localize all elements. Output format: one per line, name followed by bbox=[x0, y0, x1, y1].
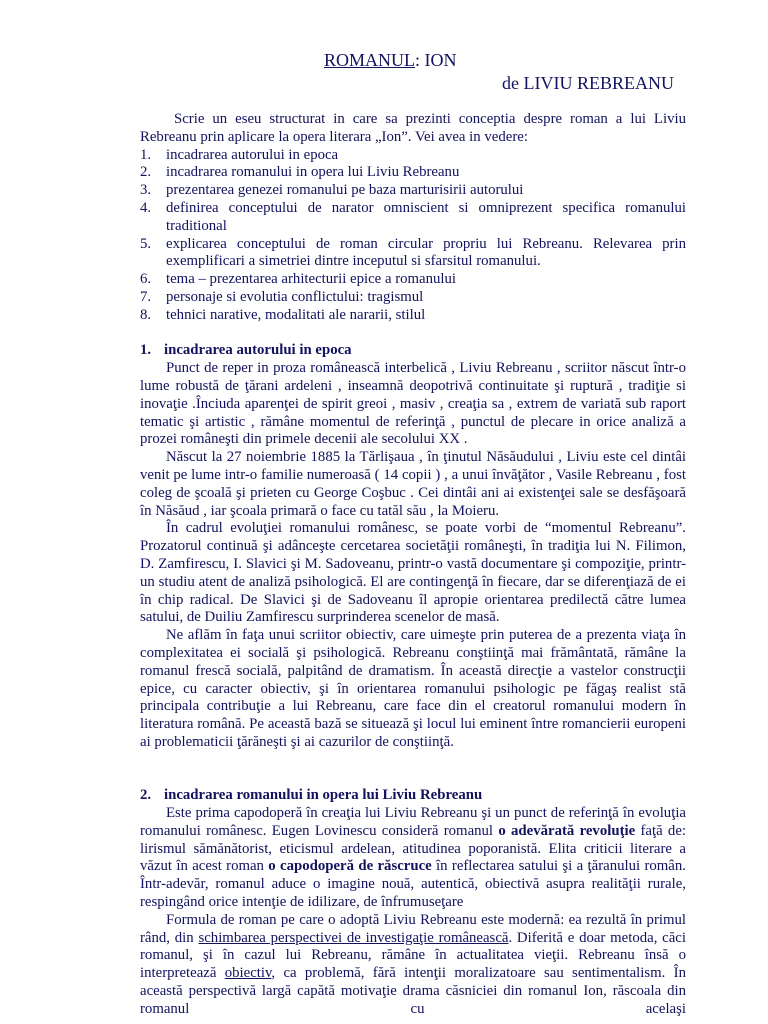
text-run: Născut la 27 noiembrie 1885 la Tărlişaua , în ţinutul Năsăudului , Liviu este cel dintâi venit pe lume intr-o familie numeroasă ( 14 copii ) , a unui învăţător , Vasile Rebreanu , fost coleg de şcoală şi prieten cu George Coşbuc . Cei dintâi ani ai existenţei sale se desfăşoară în Năsăud , iar şcoala primară o face cu tatăl său , la Moieru. bbox=[140, 449, 686, 519]
requirement-item bbox=[140, 307, 686, 325]
paragraph bbox=[140, 805, 686, 912]
section-title: incadrarea romanului in opera lui Liviu Rebreanu bbox=[164, 787, 483, 804]
requirement-text: incadrarea autorului in epoca bbox=[166, 146, 339, 163]
section-number: 1. bbox=[140, 342, 152, 359]
title-rest: : ION bbox=[415, 50, 457, 70]
requirements-list bbox=[140, 147, 686, 325]
requirement-text: tehnici narative, modalitati ale nararii, stilul bbox=[166, 306, 426, 323]
text-run: Punct de reper in proza românească interbelică , Liviu Rebreanu , scriitor născut într-o lume robustă de ţărani ardeleni , inseamnă deopotrivă continuitate şi ruptură , tradiţie si inovaţie .Înciuda aparenţei de spirit greoi , masiv , creaţia sa , extrem de variată sub raport tematic şi artistic , rămâne momentul de referinţă , punctul de plecare in orice analiză a prozei româneşti din primele decenii ale secolului XX . bbox=[140, 360, 686, 448]
requirement-text: definirea conceptului de narator omniscient si omniprezent specifica romanului traditional bbox=[166, 199, 686, 234]
text-run: în reflectarea satului şi a ţăranului român. Într-adevăr, romanul aduce o imagine nouă, autentică, obiectivă asupra realităţii rurale, respingând orice intenţie de idilizare, de înfrumuseţare bbox=[140, 858, 686, 911]
requirement-item bbox=[140, 200, 686, 236]
requirement-item bbox=[140, 236, 686, 272]
paragraph bbox=[140, 360, 686, 449]
paragraph bbox=[140, 627, 686, 752]
text-run: , ca problemă, fără intenţii moralizatoare sau sentimentalism. În această perspectivă largă capătă motivaţie drama căsniciei din romanul Ion, răscoala din romanul cu acelaşi bbox=[140, 965, 686, 1017]
paragraph bbox=[140, 520, 686, 627]
underlined-phrase: schimbarea perspectivei de investigaţie românească bbox=[198, 929, 509, 946]
paragraph bbox=[140, 449, 686, 520]
requirement-number: 5. bbox=[140, 235, 152, 252]
section-number: 2. bbox=[140, 787, 152, 804]
section-title: incadrarea autorului in epoca bbox=[164, 342, 352, 359]
author-line: de LIVIU REBREANU bbox=[502, 73, 674, 93]
requirement-number: 6. bbox=[140, 271, 152, 288]
document-title bbox=[324, 49, 457, 71]
paragraph bbox=[140, 912, 686, 1019]
requirement-number: 7. bbox=[140, 288, 152, 305]
text-run: Este prima capodoperă în creaţia lui Liviu Rebreanu şi un punct de referinţă în evoluţia romanului românesc. Eugen Lovinescu consideră romanul bbox=[140, 805, 686, 839]
title-underlined: ROMANUL bbox=[324, 50, 416, 70]
requirement-item bbox=[140, 147, 686, 165]
requirement-number: 3. bbox=[140, 182, 152, 199]
requirement-number: 1. bbox=[140, 146, 152, 163]
requirement-text: personaje si evolutia conflictului: tragismul bbox=[166, 288, 424, 305]
requirement-number: 2. bbox=[140, 164, 152, 181]
bold-phrase: o adevărată revoluţie bbox=[498, 822, 636, 839]
underlined-phrase: obiectiv bbox=[224, 965, 272, 982]
requirement-number: 4. bbox=[140, 199, 152, 216]
requirement-item bbox=[140, 164, 686, 182]
text-run: faţă de: lirismul sămănătorist, eticismul ardelean, atitudinea poporanistă. Elita criticii literare a văzut în acest roman bbox=[140, 822, 686, 875]
bold-phrase: o capodoperă de răscruce bbox=[268, 858, 432, 875]
assignment-prompt: Scrie un eseu structurat in care sa prezinti conceptia despre roman a lui Liviu Rebreanu prin aplicare la opera literara „Ion”. Vei avea in vedere: bbox=[140, 111, 686, 145]
section-heading bbox=[140, 787, 686, 805]
requirement-item bbox=[140, 271, 686, 289]
requirement-text: tema – prezentarea arhitecturii epice a romanului bbox=[166, 271, 457, 288]
text-run: Ne aflăm în faţa unui scriitor obiectiv, care uimeşte prin puterea de a prezenta viaţa în complexitatea ei socială şi psihologică. Rebreanu conştiinţă mai frământată, rămâne la romanul frescă socială, palpitând de dramatism. În această direcţie a vastelor construcţii epice, cu caracter obiectiv, şi în orientarea romanului psihologic pe făgaş realist stă principala contribuţie a lui Rebreanu, care face din el creatorul romanului modern în literatura română. Pe această bază se situează şi locul lui eminent între romancierii europeni ai problematicii ţărăneşti şi ai cazurilor de conştiinţă. bbox=[140, 627, 686, 750]
requirement-number: 8. bbox=[140, 306, 152, 323]
document-body bbox=[140, 111, 686, 1019]
text-run: Formula de roman pe care o adoptă Liviu Rebreanu este modernă: ea rezultă în primul rând, din bbox=[140, 911, 686, 946]
requirement-text: incadrarea romanului in opera lui Liviu Rebreanu bbox=[166, 164, 460, 181]
text-run: . Diferită e doar metoda, căci romanul, şi în cazul lui Rebreanu, rămâne în actualitatea vieţii. Rebreanu însă o interpretează bbox=[140, 929, 686, 982]
requirement-text: explicarea conceptului de roman circular propriu lui Rebreanu. Relevarea prin exemplificari a simetriei dintre inceputul si sfarsitul romanului. bbox=[166, 235, 686, 270]
requirement-item bbox=[140, 289, 686, 307]
requirement-item bbox=[140, 182, 686, 200]
text-run: În cadrul evoluţiei romanului românesc, se poate vorbi de “momentul Rebreanu”. Prozatorul continuă şi adânceşte cercetarea societăţii româneşti, în tradiţia lui N. Filimon, D. Zamfirescu, I. Slavici şi M. Sadoveanu, printr-o vastă documentare şi compoziţie, printr-un studiu atent de analiză psihologică. El are contingenţă în fiecare, dar se diferenţiază de ei în chip radical. De Slavici şi de Sadoveanu îl apropie orientarea predilectă către lumea satului, de Duiliu Zamfirescu surprinderea scenelor de masă. bbox=[140, 520, 686, 626]
section-heading bbox=[140, 342, 686, 360]
requirement-text: prezentarea genezei romanului pe baza marturisirii autorului bbox=[166, 182, 524, 199]
